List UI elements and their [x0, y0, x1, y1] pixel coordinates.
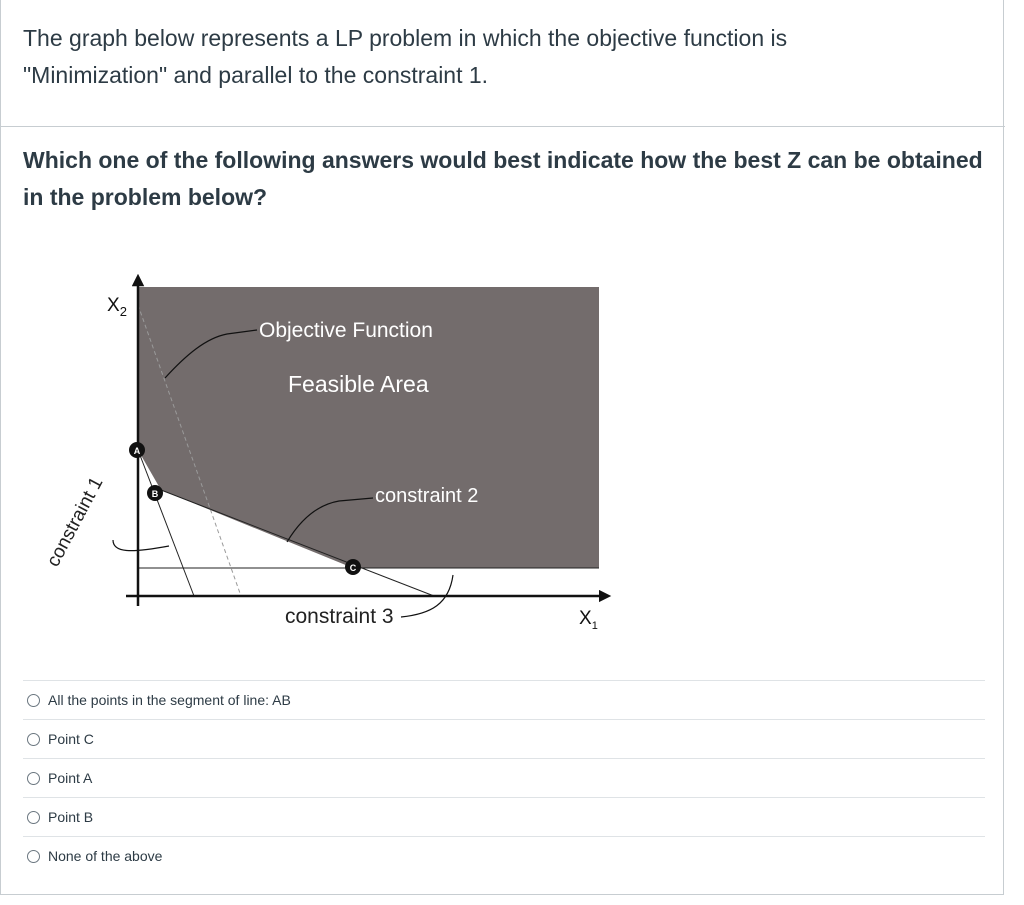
- radio-button[interactable]: [27, 811, 40, 824]
- answer-label: Point B: [48, 809, 94, 825]
- constraint-3-label: constraint 3: [285, 605, 394, 628]
- answer-option[interactable]: [23, 797, 985, 836]
- constraint-2-label: constraint 2: [375, 485, 479, 507]
- answer-option[interactable]: [23, 836, 985, 875]
- question-line-1: Which one of the following answers would best indicate how the best Z can be obtained: [23, 147, 983, 173]
- objective-function-label: Objective Function: [259, 319, 433, 342]
- intro-line-1: The graph below represents a LP problem in which the objective function is: [23, 25, 788, 51]
- x1-axis-label: $X_1$: [579, 608, 598, 632]
- x2-axis-label: $X_2$: [107, 295, 127, 319]
- answer-label: Point A: [48, 770, 93, 786]
- svg-text:A: A: [133, 446, 141, 456]
- question-line-2: in the problem below?: [23, 184, 268, 210]
- question-text: [23, 142, 993, 216]
- answer-label: All the points in the segment of line: AB: [48, 692, 291, 708]
- intro-text: [23, 20, 983, 94]
- answer-option[interactable]: [23, 719, 985, 758]
- lp-graph: [41, 272, 621, 642]
- point-b-marker: [147, 485, 163, 501]
- answer-label: None of the above: [48, 848, 163, 864]
- point-a-marker: [129, 442, 145, 458]
- intro-section: [1, 0, 1005, 127]
- point-c-marker: [345, 559, 361, 575]
- radio-button[interactable]: [27, 772, 40, 785]
- constraint-1-label: constraint 1: [42, 473, 108, 571]
- svg-text:C: C: [349, 563, 357, 573]
- answer-label: Point C: [48, 731, 94, 747]
- svg-text:B: B: [151, 489, 159, 499]
- intro-line-2: "Minimization" and parallel to the constraint 1.: [23, 62, 489, 88]
- radio-button[interactable]: [27, 694, 40, 707]
- constraint-1-leader: [113, 540, 169, 551]
- answer-option[interactable]: [23, 758, 985, 797]
- radio-button[interactable]: [27, 733, 40, 746]
- answer-list: [23, 680, 985, 875]
- radio-button[interactable]: [27, 850, 40, 863]
- feasible-area-label: Feasible Area: [288, 371, 429, 397]
- answer-option[interactable]: [23, 680, 985, 719]
